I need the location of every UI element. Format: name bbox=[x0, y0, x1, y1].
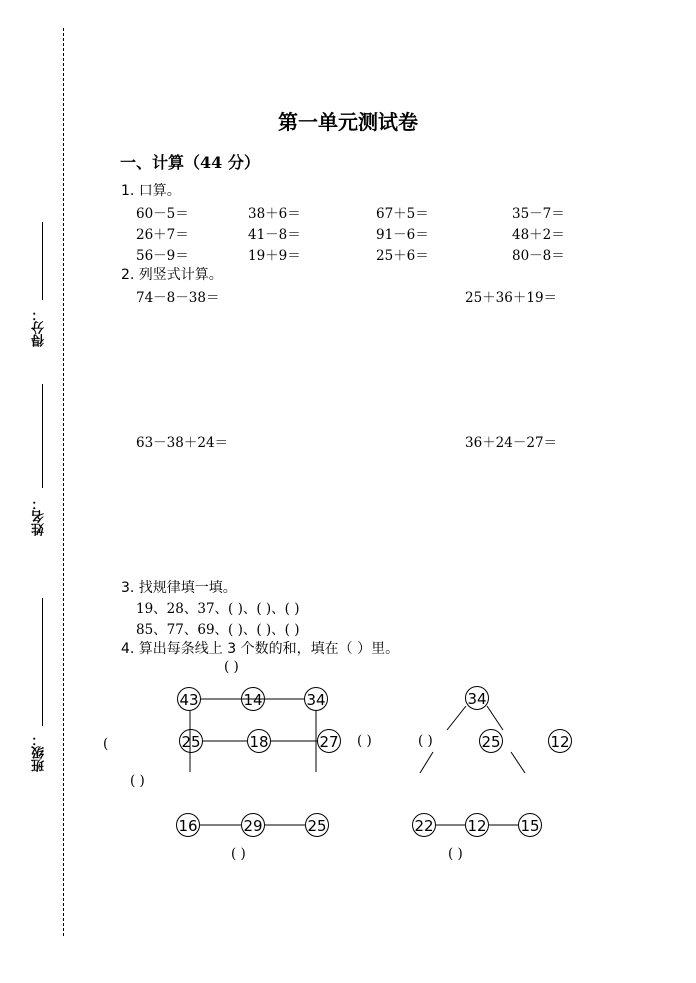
q3-label: 3. 找规律填一填。 bbox=[121, 580, 237, 596]
oral-item: 38＋6＝ bbox=[248, 206, 301, 222]
circle-number: 14 bbox=[243, 691, 263, 709]
answer-blank[interactable]: ( ) bbox=[130, 773, 145, 789]
circle-number: 12 bbox=[467, 817, 487, 835]
circle-number: 43 bbox=[179, 691, 199, 709]
q1-label: 1. 口算。 bbox=[121, 183, 181, 199]
answer-blank[interactable]: ( ) bbox=[448, 846, 463, 862]
circle-number: 16 bbox=[178, 817, 198, 835]
page-title: 第一单元测试卷 bbox=[278, 110, 418, 134]
oral-item: 26＋7＝ bbox=[136, 227, 189, 243]
circle-number: 25 bbox=[481, 733, 501, 751]
answer-blank[interactable]: ( ) bbox=[418, 733, 433, 749]
oral-item: 19＋9＝ bbox=[248, 248, 301, 264]
tri-line bbox=[487, 706, 503, 730]
circle-number: 29 bbox=[243, 817, 263, 835]
answer-blank[interactable]: ( ) bbox=[224, 659, 239, 675]
tri-line bbox=[511, 752, 525, 773]
vertical-calc-item: 63－38＋24＝ bbox=[136, 435, 229, 451]
score-label: 得分： bbox=[32, 308, 47, 347]
circle-number: 12 bbox=[550, 733, 570, 751]
vertical-calc-item: 25＋36＋19＝ bbox=[465, 290, 558, 306]
circle-number: 22 bbox=[414, 817, 434, 835]
oral-item: 56－9＝ bbox=[136, 248, 189, 264]
q4-label: 4. 算出每条线上 3 个数的和，填在（ ）里。 bbox=[121, 641, 400, 657]
oral-item: 60－5＝ bbox=[136, 206, 189, 222]
pattern-line: 19、28、37、( )、( )、( ) bbox=[136, 601, 300, 617]
name-label: 姓名： bbox=[32, 497, 47, 536]
circle-number: 34 bbox=[467, 690, 487, 708]
oral-item: 67＋5＝ bbox=[376, 206, 429, 222]
vertical-calc-item: 74－8－38＝ bbox=[136, 290, 220, 306]
circle-number: 34 bbox=[306, 691, 326, 709]
oral-item: 35－7＝ bbox=[512, 206, 565, 222]
answer-blank[interactable]: ( ) bbox=[231, 846, 246, 862]
oral-item: 25＋6＝ bbox=[376, 248, 429, 264]
section-heading: 一、计算（44 分） bbox=[120, 153, 260, 172]
pattern-line: 85、77、69、( )、( )、( ) bbox=[136, 622, 300, 638]
oral-item: 48＋2＝ bbox=[512, 227, 565, 243]
circle-number: 18 bbox=[249, 733, 269, 751]
oral-item: 91－6＝ bbox=[376, 227, 429, 243]
tri-line bbox=[420, 752, 433, 773]
circle-number: 25 bbox=[307, 817, 327, 835]
class-label: 班级： bbox=[32, 733, 47, 772]
tri-line bbox=[447, 706, 466, 730]
oral-item: 80－8＝ bbox=[512, 248, 565, 264]
oral-item: 41－8＝ bbox=[248, 227, 301, 243]
q2-label: 2. 列竖式计算。 bbox=[121, 267, 223, 283]
circle-number: 15 bbox=[520, 817, 540, 835]
circle-number: 27 bbox=[319, 733, 339, 751]
answer-blank[interactable]: ( ) bbox=[357, 733, 372, 749]
answer-blank[interactable]: ( bbox=[103, 736, 109, 752]
vertical-calc-item: 36＋24－27＝ bbox=[465, 435, 558, 451]
circle-number: 25 bbox=[181, 733, 201, 751]
